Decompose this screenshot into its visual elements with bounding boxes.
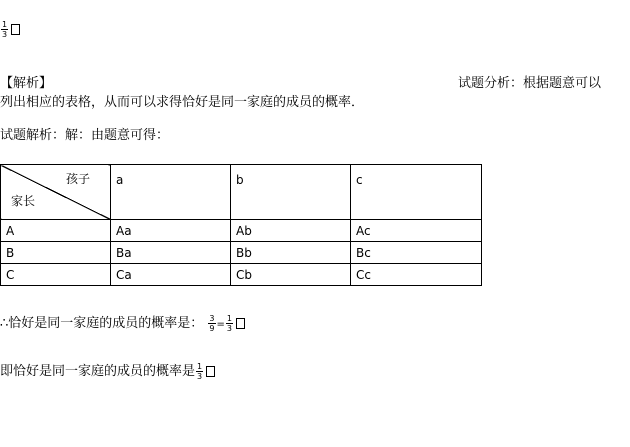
analysis-label: 【解析】 — [0, 76, 53, 91]
fraction-denominator: 3 — [197, 372, 203, 381]
conclusion-fraction — [196, 362, 203, 381]
table-row — [1, 220, 482, 242]
probability-fraction-1 — [208, 314, 215, 333]
table-row — [1, 264, 482, 286]
fraction-numerator: 1 — [226, 314, 232, 323]
answer-line — [0, 20, 20, 39]
analysis-text-tail: 列出相应的表格，从而可以求得恰好是同一家庭的成员的概率． — [0, 95, 365, 110]
column-header: a — [111, 165, 231, 220]
outcome-table — [0, 164, 482, 286]
table-cell: Bb — [231, 242, 351, 264]
column-header: b — [231, 165, 351, 220]
conclusion-line — [0, 360, 215, 381]
corner-top-label: 孩子 — [65, 172, 90, 186]
fraction-numerator: 1 — [197, 362, 203, 371]
row-label: C — [1, 264, 111, 286]
table-cell: Ac — [351, 220, 482, 242]
corner-cell — [1, 165, 111, 220]
answer-numerator: 1 — [2, 20, 8, 29]
answer-denominator: 3 — [2, 30, 8, 39]
probability-line — [0, 312, 245, 333]
table-header-row — [1, 165, 482, 220]
table-cell: Ca — [111, 264, 231, 286]
answer-fraction — [1, 20, 8, 39]
solution-intro-text: 试题解析：解：由题意可得： — [0, 128, 170, 143]
row-label: A — [1, 220, 111, 242]
equals-sign: = — [216, 319, 225, 330]
row-label: B — [1, 242, 111, 264]
table-cell: Cc — [351, 264, 482, 286]
placeholder-box-icon — [236, 318, 245, 329]
table-cell: Cb — [231, 264, 351, 286]
fraction-denominator: 3 — [226, 324, 232, 333]
table-cell: Bc — [351, 242, 482, 264]
conclusion-prefix: 即恰好是同一家庭的成员的概率是 — [0, 364, 196, 379]
placeholder-box-icon — [11, 24, 20, 35]
table-cell: Ab — [231, 220, 351, 242]
corner-bottom-label: 家长 — [11, 194, 36, 208]
probability-fraction-2 — [226, 314, 233, 333]
table-cell: Ba — [111, 242, 231, 264]
probability-prefix: ∴恰好是同一家庭的成员的概率是： — [0, 316, 204, 331]
analysis-text-head: 试题分析：根据题意可以 — [458, 76, 602, 91]
table-cell: Aa — [111, 220, 231, 242]
table-row — [1, 242, 482, 264]
fraction-numerator: 3 — [209, 314, 215, 323]
column-header: c — [351, 165, 482, 220]
placeholder-box-icon — [206, 366, 215, 377]
solution-intro — [0, 124, 169, 143]
fraction-denominator: 9 — [209, 324, 215, 333]
